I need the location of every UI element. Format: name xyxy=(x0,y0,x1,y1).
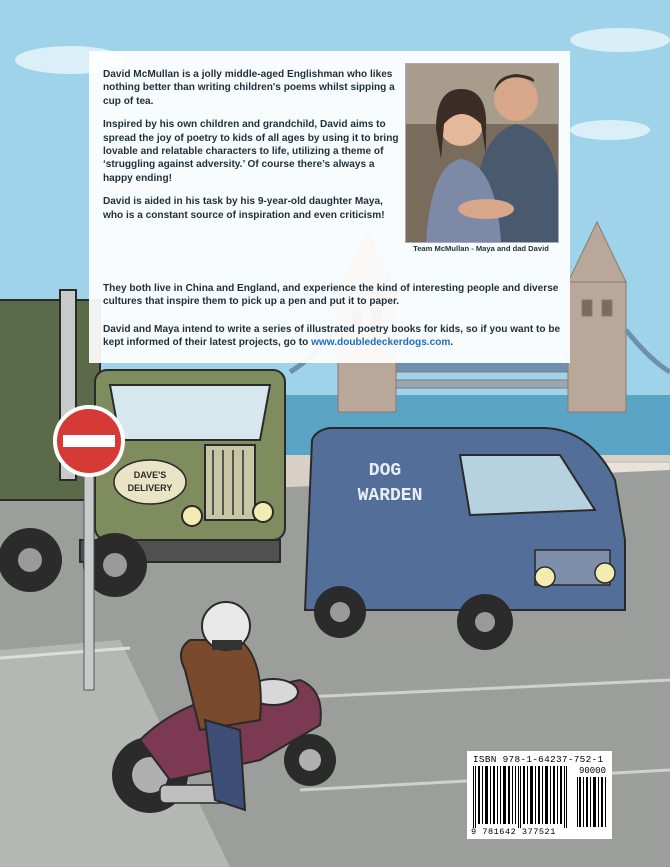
truck-sign-line1: DAVE'S xyxy=(133,470,167,480)
bio-paragraph-4: They both live in China and England, and experience the kind of interesting people and diverse cultures that inspire them to pick up a pen and put it to paper. xyxy=(103,283,559,308)
barcode-digits: 9 781642 377521 xyxy=(471,827,556,837)
isbn-barcode xyxy=(467,751,612,839)
bio-paragraph-1: David McMullan is a jolly middle-aged Englishman who likes nothing better than writing children's poems whilst sipping a cup of tea. xyxy=(103,69,395,107)
van-label-line2: WARDEN xyxy=(357,486,423,506)
van-label-line1: DOG xyxy=(368,461,402,481)
author-photo xyxy=(405,63,559,243)
addon-barcode-bars xyxy=(577,777,607,827)
bio-paragraph-5-text: David and Maya intend to write a series of illustrated poetry books for kids, so if you want to be kept informed of their latest projects, go to xyxy=(103,324,561,349)
photo-caption: Team McMullan - Maya and dad David xyxy=(413,244,549,253)
bio-paragraph-2: Inspired by his own children and grandchild, David aims to spread the joy of poetry to kids of all ages by using it to bring lovable and relatable characters to life, utilizing a theme of ‘struggling against adversity.’ Of course there’s always a happy ending! xyxy=(103,119,399,184)
bio-paragraph-3: David is aided in his task by his 9-year-old daughter Maya, who is a constant source of inspiration and even criticism! xyxy=(103,196,385,221)
bio-text-column xyxy=(103,68,405,232)
main-barcode-bars xyxy=(473,766,573,828)
isbn-number: ISBN 978-1-64237-752-1 xyxy=(473,754,604,765)
website-link[interactable]: www.doubledeckerdogs.com xyxy=(311,337,451,349)
price-code: 90000 xyxy=(578,766,606,776)
bio-paragraph-5-end: . xyxy=(450,337,454,349)
truck-sign-line2: DELIVERY xyxy=(127,483,173,493)
author-bio-panel xyxy=(89,51,570,363)
bio-paragraph-5 xyxy=(103,323,565,350)
